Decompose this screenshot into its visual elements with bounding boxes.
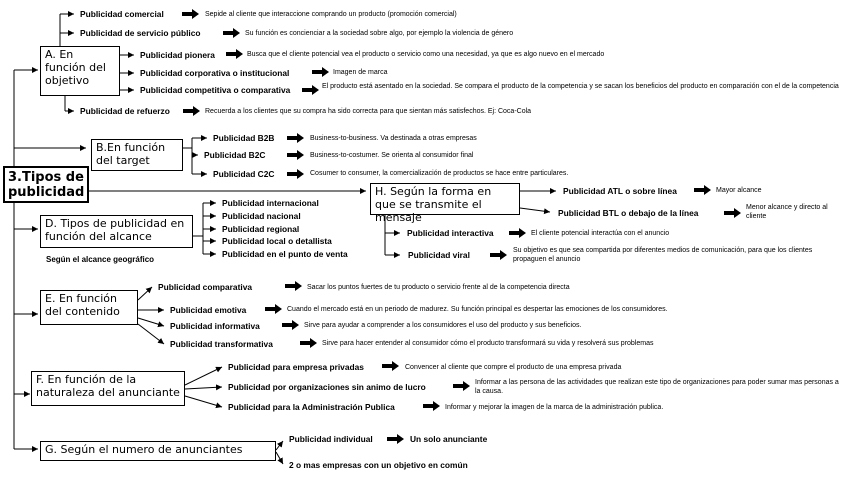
arrow-icon [490, 250, 507, 260]
arrow-icon [226, 49, 243, 59]
arrow-icon [382, 361, 399, 371]
b-desc-c2c: Cosumer to consumer, la comercialización de productos se hace entre particulares. [310, 170, 569, 177]
node-g-numero-anunciantes: G. Según el numero de anunciantes [40, 441, 276, 461]
root-node-tipos-de-publicidad: 3.Tipos de publicidad [3, 166, 89, 203]
a-desc-competitiva: El producto está asentado en la sociedad. Se compara el producto de la competencia y se sacan los beneficios del producto en comparación con el de la competencia [322, 83, 839, 90]
d-item-punto-venta: Publicidad en el punto de venta [222, 249, 348, 259]
e-desc-comparativa: Sacar los puntos fuertes de tu producto o servicio frente al de la competencia directa [307, 284, 570, 291]
e-label-comparativa: Publicidad comparativa [158, 282, 253, 292]
b-label-b2b: Publicidad B2B [213, 133, 275, 143]
e-desc-emotiva: Cuando el mercado está en un periodo de madurez. Su función principal es despertar las emociones de los consumidores. [287, 306, 668, 313]
arrow-icon [287, 133, 304, 143]
arrow-icon [453, 381, 470, 391]
g-desc-varias-empresas: 2 o mas empresas con un objetivo en común [289, 460, 468, 470]
arrow-icon [265, 304, 282, 314]
h-label-btl: Publicidad BTL o debajo de la línea [558, 208, 699, 218]
a-desc-corporativa: Imagen de marca [333, 69, 388, 76]
arrow-icon [223, 28, 240, 38]
arrow-icon [287, 169, 304, 179]
d-item-internacional: Publicidad internacional [222, 198, 319, 208]
node-h-forma-mensaje: H. Según la forma en que se transmite el mensaje [370, 183, 520, 215]
e-label-transformativa: Publicidad transformativa [170, 339, 273, 349]
g-label-individual: Publicidad individual [289, 434, 373, 444]
arrow-icon [302, 85, 319, 95]
h-desc-atl: Mayor alcance [716, 187, 762, 194]
h-desc-btl: Menor alcance y directo al cliente [746, 204, 828, 220]
node-b-target: B.En función del target [91, 139, 183, 171]
a-desc-comercial: Sepide al cliente que interaccione comprando un producto (promoción comercial) [205, 11, 457, 18]
h-desc-interactiva: El cliente potencial interactúa con el anuncio [531, 230, 670, 237]
node-a-objetivo: A. En función del objetivo [40, 46, 120, 96]
a-label-servicio-publico: Publicidad de servicio público [80, 28, 201, 38]
a-desc-refuerzo: Recuerda a los clientes que su compra ha sido correcta para que sientan más satisfechos. Ej: Coca-Cola [205, 108, 532, 115]
arrow-icon [724, 208, 741, 218]
e-label-informativa: Publicidad informativa [170, 321, 260, 331]
f-desc-administracion: Informar y mejorar la imagen de la marca de la administración publica. [445, 404, 664, 411]
a-desc-pionera: Busca que el cliente potencial vea el producto o servicio como una necesidad, ya que es algo nuevo en el mercado [247, 51, 605, 58]
g-desc-individual: Un solo anunciante [410, 434, 488, 444]
node-d-alcance: D. Tipos de publicidad en función del alcance [40, 215, 193, 248]
a-desc-servicio-publico: Su función es concienciar a la sociedad sobre algo, por ejemplo la violencia de género [245, 30, 514, 37]
arrow-icon [694, 185, 711, 195]
a-label-comercial: Publicidad comercial [80, 9, 164, 19]
d-item-regional: Publicidad regional [222, 224, 300, 234]
arrow-icon [287, 150, 304, 160]
arrow-icon [182, 9, 199, 19]
a-label-corporativa: Publicidad corporativa o institucional [140, 68, 290, 78]
e-label-emotiva: Publicidad emotiva [170, 305, 247, 315]
b-label-c2c: Publicidad C2C [213, 169, 275, 179]
e-desc-informativa: Sirve para ayudar a comprender a los consumidores el uso del producto y sus beneficios. [304, 322, 582, 329]
f-label-administracion: Publicidad para la Administración Publica [228, 402, 395, 412]
arrow-icon [312, 67, 329, 77]
arrow-icon [285, 281, 302, 291]
node-e-contenido: E. En función del contenido [40, 290, 138, 325]
arrow-icon [423, 401, 440, 411]
e-desc-transformativa: Sirve para hacer entender al consumidor cómo el producto transformará su vida y resolverá sus problemas [322, 340, 654, 347]
arrow-icon [183, 106, 200, 116]
h-label-atl: Publicidad ATL o sobre línea [563, 186, 677, 196]
d-note-alcance-geografico: Según el alcance geográfico [46, 255, 155, 264]
arrow-icon [509, 228, 526, 238]
f-label-empresa-privadas: Publicidad para empresa privadas [228, 362, 364, 372]
arrow-icon [300, 338, 317, 348]
d-item-nacional: Publicidad nacional [222, 211, 301, 221]
f-desc-sin-animo-lucro: Informar a las persona de las actividades que realizan este tipo de organizaciones para poder sumar mas personas a la causa. [475, 379, 839, 395]
a-label-refuerzo: Publicidad de refuerzo [80, 106, 170, 116]
h-label-viral: Publicidad viral [408, 250, 470, 260]
a-label-competitiva: Publicidad competitiva o comparativa [140, 85, 291, 95]
node-f-naturaleza-anunciante: F. En función de la naturaleza del anunciante [31, 371, 185, 406]
arrow-icon [387, 434, 404, 444]
arrow-icon [282, 320, 299, 330]
a-label-pionera: Publicidad pionera [140, 50, 215, 60]
b-label-b2c: Publicidad B2C [204, 150, 266, 160]
b-desc-b2c: Business-to-costumer. Se orienta al consumidor final [310, 152, 474, 159]
f-desc-empresa-privadas: Convencer al cliente que compre el producto de una empresa privada [405, 364, 622, 371]
h-desc-viral: Su objetivo es que sea compartida por diferentes medios de comunicación, para que los clientes propaguen el anuncio [513, 247, 813, 263]
f-label-sin-animo-lucro: Publicidad por organizaciones sin animo de lucro [228, 382, 426, 392]
b-desc-b2b: Business-to-business. Va destinada a otras empresas [310, 135, 477, 142]
d-item-local: Publicidad local o detallista [222, 236, 332, 246]
h-label-interactiva: Publicidad interactiva [407, 228, 494, 238]
